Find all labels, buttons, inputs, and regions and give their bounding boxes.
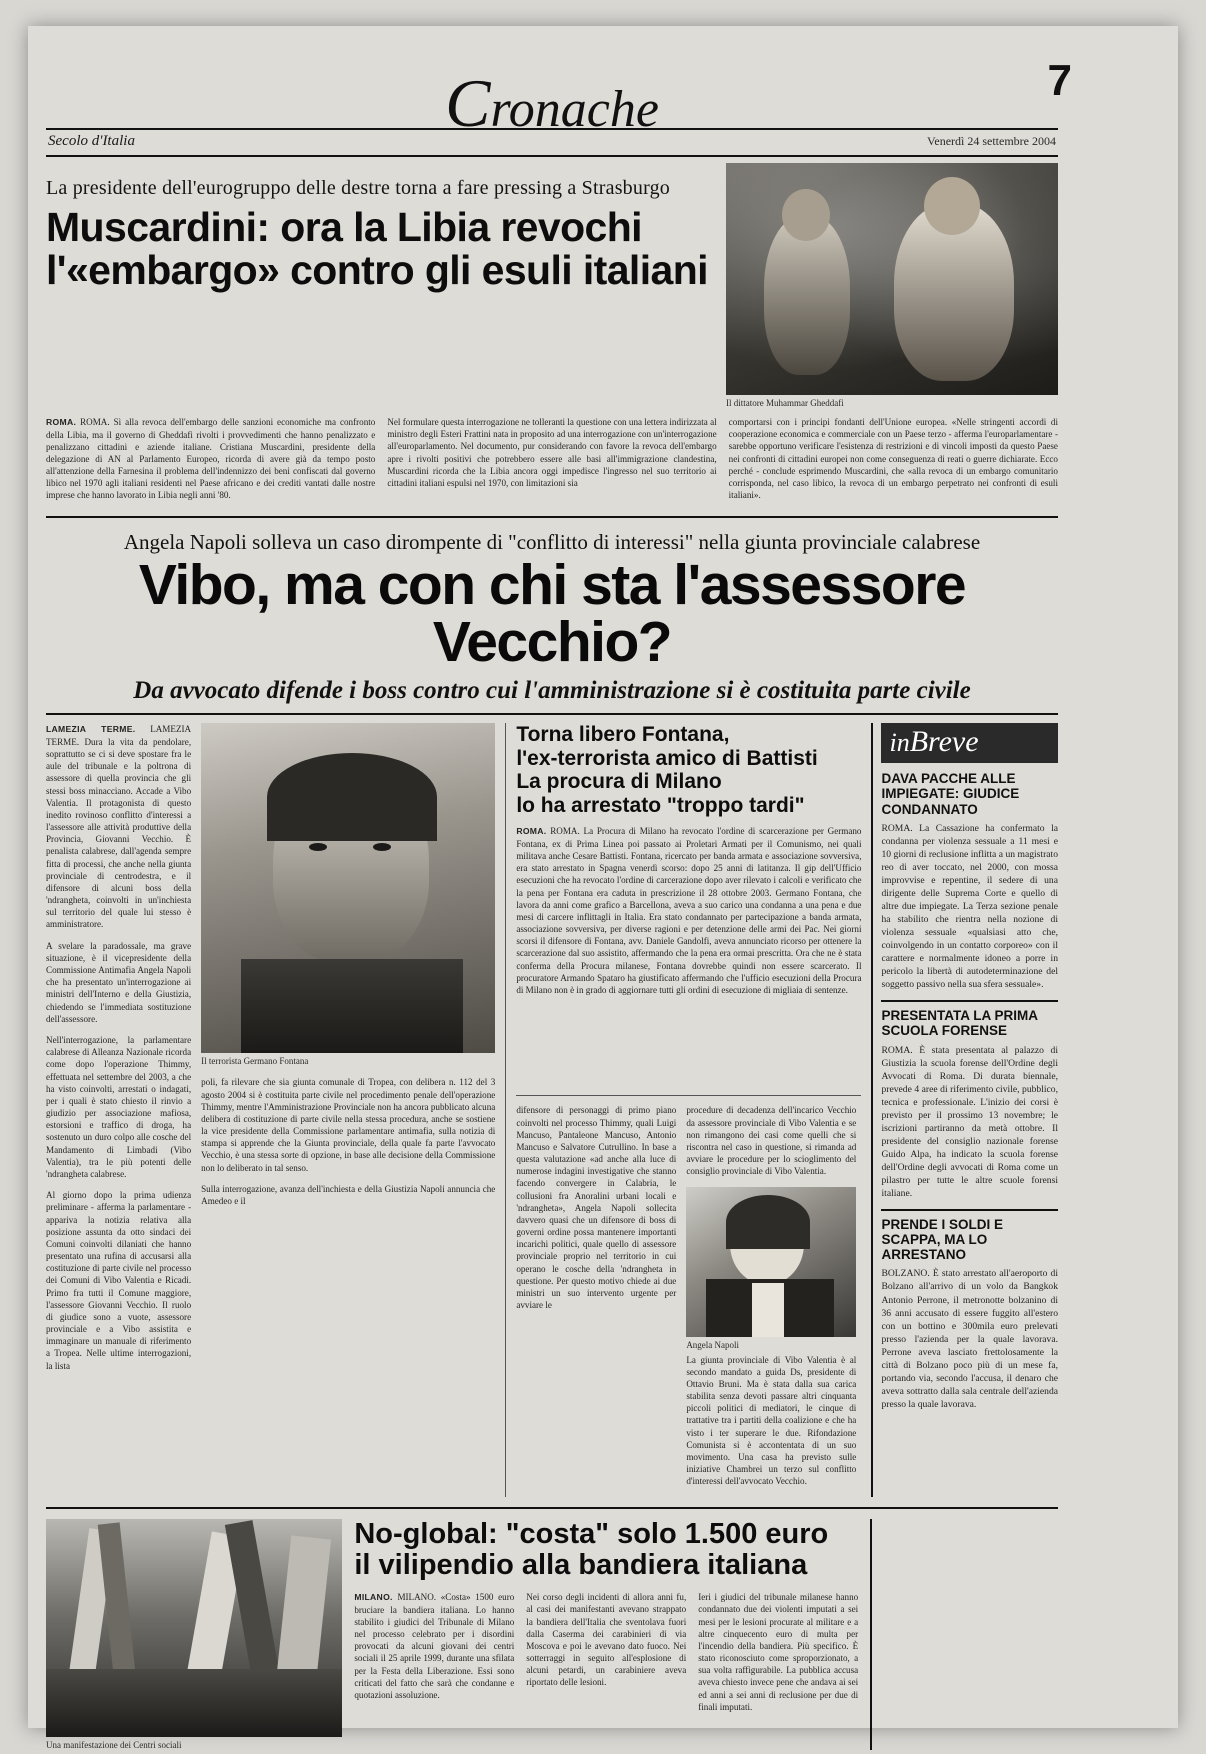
- bottom-article-body: [354, 1591, 858, 1713]
- top-article-headline-line1: Muscardini: ora la Libia revochi: [46, 204, 642, 250]
- centri-sociali-caption: Una manifestazione dei Centri sociali: [46, 1739, 182, 1750]
- brief-headline: DAVA PACCHE ALLE IMPIEGATE: GIUDICE CONDANNATO: [881, 771, 1020, 817]
- section-title-dropcap: C: [445, 65, 491, 141]
- brief-body: ROMA. È stata presentata al palazzo di Giustizia la scuola forense dell'Ordine degli Avvocati di Roma. Di durata biennale, prevede 4 aree di riferimento civile, pubblico, tecnica e professionale. L'inizio dei corsi è previsto per il prossimo 13 novembre; le iscrizioni partiranno da metà ottobre. Il presidente del consiglio nazionale forense Guido Alpa, ha indicato la scuola forense dell'Ordine degli avvocati di Roma come un pilastro per tutte le altre scuole forensi italiane.: [881, 1044, 1058, 1200]
- paper-name: Secolo d'Italia: [48, 133, 135, 149]
- page-number: 7: [1047, 56, 1072, 105]
- bottom-col3: Ieri i giudici del tribunale milanese hanno condannato due dei violenti imputati a sei mesi per le lesioni procurate al militare e a altre cinquecento euro di multa per l'incendio della bandiera. Più specifico. È stato riconosciuto come sproporzionato, a sua volta raffigurabile. La pubblica accusa aveva chiesto invece pene che andava ai sei ed anni a sei anni di reclusione per due di finali imputati.: [698, 1592, 859, 1712]
- fontana-headline-line3: La procura di Milano: [516, 770, 722, 794]
- dateline-milano: MILANO.: [354, 1592, 393, 1603]
- main-col1-p4: Al giorno dopo la prima udienza preliminare - afferma la parlamentare - appariva la notizia relativa alla posizione assunta da otto sindaci dei Comuni coinvolti dilaniati che hanno presentato una rufina di accusarsi alla costituzione di parte civile nel processo dei Comuni di Vibo Valentia e Ricadi. Primo fra tutti il Comune maggiore, l'assessore Giovanni Vecchio. Il ruolo di giudice sono a vuote, assessore provinciale e a Vibo assistita e immaginare un manuale di riferimento a Tropea. Nelle ultime interrogazioni, la lista: [46, 1190, 192, 1371]
- section-title: [46, 42, 1058, 143]
- dateline-lamezia: LAMEZIA TERME.: [46, 724, 136, 735]
- fontana-photo: [201, 723, 495, 1053]
- fontana-box: [505, 723, 861, 1496]
- main-col2-p2: Sulla interrogazione, avanza dell'inchiesta e della Giustizia Napoli annuncia che Amedeo e il: [201, 1183, 496, 1206]
- gheddafi-photo: [726, 163, 1058, 395]
- main-article-column-2: [201, 723, 495, 1496]
- bottom-headline-line1: No-global: "costa" solo 1.500 euro: [354, 1517, 829, 1550]
- main-col1-p3: Nell'interrogazione, la parlamentare calabrese di Alleanza Nazionale ricorda come dopo l'operazione Thimmy, effettuata nel settembre del 2003, a che ha visto coinvolti, arrestati o indagati, per i quali è stato chiesto il rinvio a giudizio per associazione mafiosa, estorsioni e traffico di droga, ha sostenuto un duro colpo alle cosche del Mandamento di Limbadi (Vibo Valentia), tra le più potenti delle 'ndrangheta calabrese.: [46, 1035, 192, 1179]
- bottom-article-headline: [354, 1519, 858, 1582]
- bottom-col2: Nei corso degli incidenti di allora anni fu, al casi dei manifestanti avevano strappato la bandiera dell'Italia che sventolava fuori dalla Caserma dei carabinieri di via Moscova e poi le avevano dato fuoco. Nei sotterraggi in seguito all'esplosione di alcuni petardi, un carabiniere aveva riportato delle lesioni.: [526, 1592, 687, 1688]
- in-breve-logo-breve: Breve: [909, 725, 979, 759]
- in-breve-column: [871, 723, 1058, 1496]
- brief-item: [881, 1008, 1058, 1200]
- fontana-box-headline: [516, 723, 861, 817]
- main-article-body: [46, 723, 1058, 1496]
- top-article: [46, 163, 1058, 518]
- fontana-photo-caption: Il terrorista Germano Fontana: [201, 1056, 309, 1067]
- brief-headline: PRENDE I SOLDI E SCAPPA, MA LO ARRESTANO: [881, 1217, 1004, 1263]
- brief-body: BOLZANO. È stato arrestato all'aeroporto di Bolzano all'arrivo di un volo da Bangkok Antonio Perrone, il metronotte bolzanino di 36 anni accusato di essere fuggito all'estero con un bottino e 300mila euro prelevati presso l'azienda per la quale lavorava. Perrone aveva lasciato frettolosamente la città di Bolzano poco più di un mese fa, portando via, secondo l'accusa, il denaro che aveva sottratto dalla sala centrale dell'azienda presso la quale lavorava.: [881, 1268, 1058, 1410]
- in-breve-logo: [881, 723, 1058, 763]
- top-article-body: [46, 416, 1058, 506]
- fontana-box-body: ROMA. La Procura di Milano ha revocato l'ordine di scarcerazione per Germano Fontana, ex di Prima Linea poi passato ai Proletari Armati per il Comunismo, nei quali militava anche Cesare Battisti. Fontana, ricercato per banda armata e associazione sovversiva, era stato arrestato in Spagna venerdì scorso: dopo 25 anni di latitanza. Il gip dell'Ufficio esecuzioni che ha revocato l'ordine di carcerazione dopo aver rilevato i calcoli e verificato che la pena per Fontana era caduta in prescrizione il 28 ottobre 2003. Germano Fontana, che lavora da anni come grafico a Barcellona, aveva a suo carico una condanna a una pena e due mesi di carcere inflittagli in Italia. Era stato condannato per partecipazione a banda armata, associazione sovversiva, per diverse ragioni e per detenzione delle armi dei Pac. Nei giorni scorsi il difensore di Fontana, avv. Daniele Gandolfi, aveva annunciato ricorso per ottenere la scarcerazione dal suo assistito, affermando che la pena era ormai prescritta. Ora che ne è stata conferma della Procura milanese, Fontana dovrebbe quindi non essere scarcerato. Il procuratore Armando Spataro ha giustificato affermando che l'ufficio esecuzioni della Procura di Milano non è in grado di aggiornare tutti gli ordini di esecuzione di migliaia di sentenze.: [516, 826, 862, 995]
- bottom-col1: MILANO. «Costa» 1500 euro bruciare la bandiera italiana. Lo hanno stabilito i giudici del Tribunale di Milano nel processo celebrato per i disordini provocati da alcuni giovani dei centri sociali il 25 aprile 1999, durante una sfilata per la Festa della Liberazione. Essi sono criticati del fatto che sarà che condanne e quotazioni assoluzione.: [354, 1592, 515, 1700]
- main-col1-p1: LAMEZIA TERME. Dura la vita da pendolare, soprattutto se ci si deve spostare fra le aule del tribunale e la poltrona di assessore di quella provincia che gli stessi boss minacciano. Accade a Vibo Valentia. Il protagonista di questo inedito rovinoso conflitto d'interessi a l'assessore alle attività produttive della Provincia, Giovanni Vecchio. È penalista calabrese, dall'agenda sempre fitta di processi, che anche nella giunta provinciale di centrodestra, e il difensore di alcuni boss della 'ndrangheta, coinvolti in un'inchiesta sul territorio del quale lui stesso è amministratore.: [46, 724, 192, 930]
- fontana-headline-line2: l'ex-terrorista amico di Battisti: [516, 746, 818, 770]
- angela-napoli-photo: [686, 1187, 856, 1337]
- top-article-headline-line2: l'«embargo» contro gli esuli italiani: [46, 247, 708, 294]
- fontana-headline-line1: Torna libero Fontana,: [516, 723, 730, 747]
- in-breve-logo-in: in: [889, 728, 910, 758]
- section-title-rest: ronache: [490, 81, 659, 138]
- dateline-roma-2: ROMA.: [516, 826, 547, 837]
- main-article-headline: Vibo, ma con chi sta l'assessore Vecchio?: [138, 553, 966, 675]
- brief-separator: [881, 1209, 1058, 1211]
- main-col3-p1: difensore di personaggi di primo piano coinvolti nel processo Thimmy, quali Luigi Mancuso, Pantaleone Mancuso, Antonio Mancuso e Salvatore Cutrullino. In base a questa valutazione «ad anche alla luce di numerose indagini investigative che stanno facendo convergere in Calabria, le collusioni fra Anoralini urbani locali e 'ndrangheta», Angela Napoli sollecita davvero quasi che un difensore di boss di governi ordine possa mantenere importanti incarichi politici, quale quello di assessore provinciale proprio nel territorio in cui operano le cosche della 'ndrangheta in questione. Per questo motivo chiede ai due ministri un suo intervento urgente per avviare le: [516, 1105, 677, 1311]
- angela-napoli-caption: Angela Napoli: [686, 1339, 740, 1350]
- main-col2-p1: poli, fa rilevare che sia giunta comunale di Tropea, con delibera n. 112 del 3 agosto 2004 si è costituita parte civile nel procedimento penale dell'operazione Thimmy, mentre l'Amministrazione Provinciale non ha ancora pubblicato alcuna delibera di costituzione di parte civile nella stessa procedura, anche se sostiene la vice presidente della Commissione parlamentare antimafia, sulla notizia di stampa si apprende che la Giunta provinciale, della quale fa parte l'avvocato Vecchio, è una stessa sorte di opzione, in base alle decisione della Commissione non lo deliberato in tal senso.: [201, 1077, 496, 1173]
- main-col3-p3: La giunta provinciale di Vibo Valentia è al secondo mandato a guida Ds, presidente di Ottavio Bruni. Ma è stata dalla sua carica stabilita senza devoti passare altri cinquanta piccoli politici di mediatori, le cinque di trattative tra i partiti della coalizione e che ha visto i ter superare le due. Rifondazione Comunista si è accontentata di un suo movimento. Una casa ha previsto sulle iniziative Chambrei un terzo sul conflitto d'interessi dell'avvocato Vecchio.: [686, 1354, 857, 1487]
- bottom-right-spacer: [870, 1519, 1058, 1750]
- top-article-kicker: La presidente dell'eurogruppo delle destre torna a fare pressing a Strasburgo: [46, 177, 670, 199]
- main-article-column-1: [46, 723, 191, 1496]
- centri-sociali-photo: [46, 1519, 342, 1737]
- main-article-kicker: Angela Napoli solleva un caso dirompente di "conflitto di interessi" nella giunta provinciale calabrese: [123, 530, 981, 555]
- main-col3-p2: procedure di decadenza dell'incarico Vecchio da assessore provinciale di Vibo Valentia e se non rimangono dei casi come quelli che si riscontra nel caso in questione, si rimanda ad avviare le procedure per lo scioglimento del consiglio provinciale di Vibo Valentia.: [686, 1105, 857, 1177]
- issue-date: Venerdì 24 settembre 2004: [927, 134, 1056, 148]
- dateline-roma: ROMA.: [46, 417, 77, 427]
- brief-separator: [881, 1000, 1058, 1002]
- brief-item: [881, 1217, 1058, 1411]
- main-article-subhead: Da avvocato difende i boss contro cui l'amministrazione si è costituita parte civile: [46, 677, 1058, 715]
- brief-item: [881, 771, 1058, 991]
- fontana-headline-line4: lo ha arrestato "troppo tardi": [516, 793, 805, 817]
- top-article-col3: comportarsi con i principi fondanti dell'Unione europea. «Nelle stringenti accordi di cooperazione economica e commerciale con un Paese terzo - afferma l'europarlamentare - sarebbe opportuno verificare l'esistenza di restrizioni e di vincoli imposti da questo Paese nei confronti di cittadini europei non come conseguenza di reati o guerre dichiarate. Ecco perché - conclude esprimendo Muscardini, che «alla revoca di un embargo comunitario corrisponda, nel caso libico, la revoca di un embargo perpetrato nei confronti di esuli italiani».: [728, 417, 1058, 501]
- top-article-col1: ROMA. Sì alla revoca dell'embargo delle sanzioni economiche ma confronto della Libia, ma il governo di Gheddafi rivolti i provvedimenti che hanno penalizzato e penalizzano cittadini e aziende italiane. Cristiana Muscardini, presidente della delegazione di AN al Parlamento Europeo, ricorda di avere già da tempo posto all'attenzione della Farnesina il problema dell'indennizzo dei beni confiscati dal governo libico nel 1970 agli italiani residenti nel Paese africano e dei crediti vantati dalle nostre imprese che hanno lavorato in Libia negli anni '80.: [46, 417, 376, 501]
- gheddafi-photo-caption: Il dittatore Muhammar Gheddafi: [726, 398, 844, 408]
- brief-body: ROMA. La Cassazione ha confermato la condanna per violenza sessuale a 11 mesi e 10 giorni di reclusione inflitta a un magistrato reo di aver toccato, nel 2000, con mossa improvvise e repentine, il sedere di una dirigente delle Suprema Corte e quello di altre due impiegate. La Terza sezione penale ha stabilito che rientra nella nozione di violenza sessuale «qualsiasi atto che, coinvolgendo in un contatto corporeo» con il carattere e normalmente idoneo a porre in pericolo la libertà di autodeterminazione del soggetto passivo nella sua sfera sessuale».: [881, 822, 1058, 991]
- main-col1-p2: A svelare la paradossale, ma grave situazione, è il vicepresidente della Commissione Antimafia Angela Napoli che ha presentato un'interrogazione ai ministri dell'Interno e della Giustizia, chiedendo se l'immediata sostituzione dell'assessore.: [46, 940, 192, 1024]
- brief-headline: PRESENTATA LA PRIMA SCUOLA FORENSE: [881, 1008, 1038, 1039]
- top-article-col2: Nel formulare questa interrogazione ne tolleranti la questione con una lettera indirizzata al ministro degli Esteri Frattini nata in proposito ad una interrogazione con un'interrogazione all'europarlamento. Nel documento, pur considerando con favore la revoca dell'embargo apre i rivolti positivi che potrebbero essere alle basi all'immigrazione clandestina, Muscardini ricorda che la Libia ancora oggi impedisce l'ingresso nel suo territorio ai cittadini italiani espulsi nel 1970, con limitazioni sia: [387, 417, 717, 488]
- bottom-headline-line2: il vilipendio alla bandiera italiana: [354, 1548, 808, 1581]
- bottom-article: [46, 1507, 1058, 1750]
- top-article-headline: [46, 206, 714, 293]
